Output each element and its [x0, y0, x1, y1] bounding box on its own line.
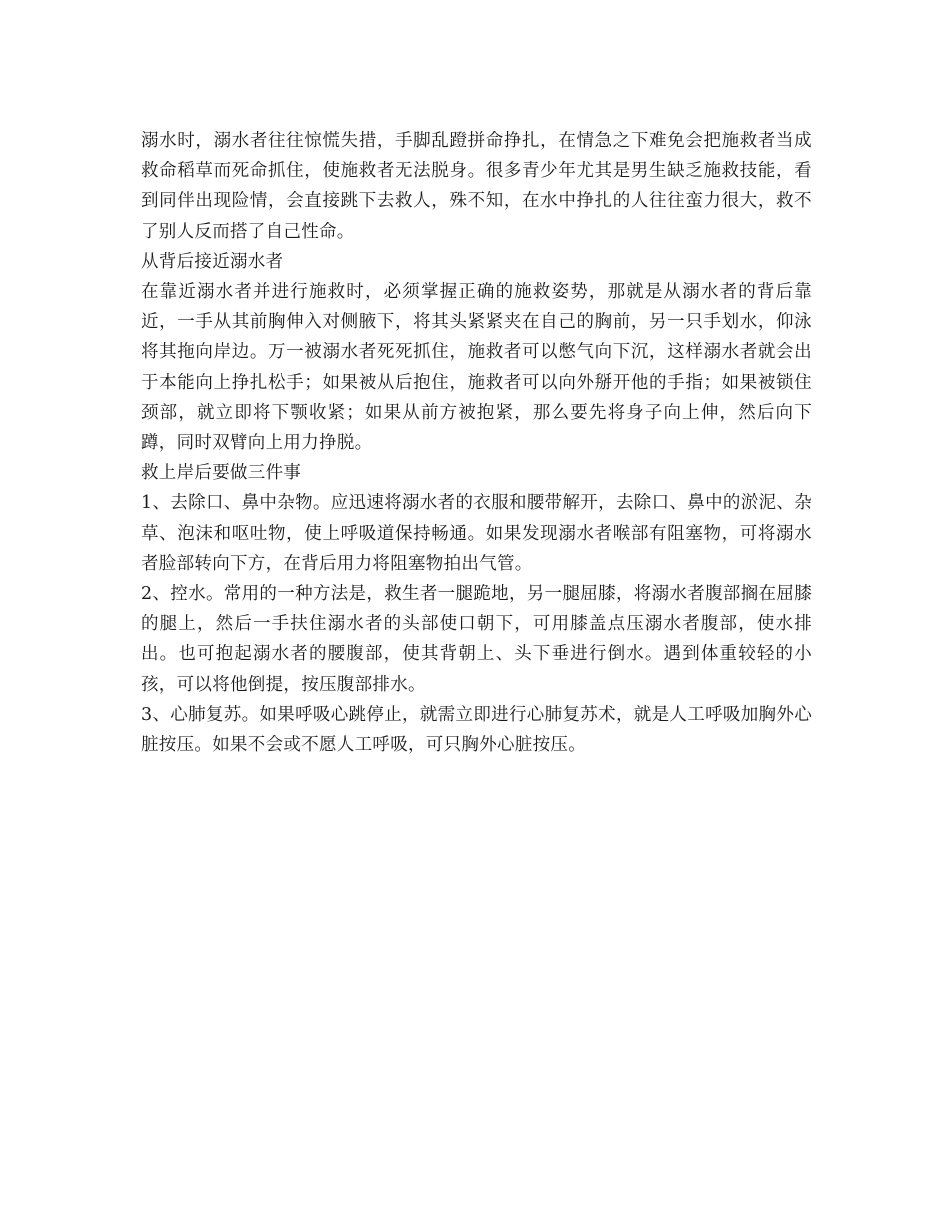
paragraph-step-1-clear-airway: 1、去除口、鼻中杂物。应迅速将溺水者的衣服和腰带解开，去除口、鼻中的淤泥、杂草、泡沫和呕吐物，使上呼吸道保持畅通。如果发现溺水者喉部有阻塞物，可将溺水者脸部转向下方，在背后用力将阻塞物拍出气管。	[141, 493, 812, 574]
document-page	[141, 126, 812, 760]
heading-approach-from-behind: 从背后接近溺水者	[141, 251, 284, 272]
paragraph-rescue-technique: 在靠近溺水者并进行施救时，必须掌握正确的施救姿势，那就是从溺水者的背后靠近，一手从其前胸伸入对侧腋下，将其头紧紧夹在自己的胸前，另一只手划水，仰泳将其拖向岸边。万一被溺水者死死抓住，施救者可以憋气向下沉，这样溺水者就会出于本能向上挣扎松手；如果被从后抱住，施救者可以向外掰开他的手指；如果被锁住颈部，就立即将下颚收紧；如果从前方被抱紧，那么要先将身子向上伸，然后向下蹲，同时双臂向上用力挣脱。	[141, 282, 812, 454]
paragraph-step-3-cpr: 3、心肺复苏。如果呼吸心跳停止，就需立即进行心肺复苏术，就是人工呼吸加胸外心脏按压。如果不会或不愿人工呼吸，可只胸外心脏按压。	[141, 704, 812, 756]
paragraph-drowning-intro: 溺水时，溺水者往往惊慌失措，手脚乱蹬拼命挣扎，在情急之下难免会把施救者当成救命稻草而死命抓住，使施救者无法脱身。很多青少年尤其是男生缺乏施救技能，看到同伴出现险情，会直接跳下去救人，殊不知，在水中挣扎的人往往蛮力很大，救不了别人反而搭了自己性命。	[141, 131, 812, 242]
paragraph-step-2-drain-water: 2、控水。常用的一种方法是，救生者一腿跪地，另一腿屈膝，将溺水者腹部搁在屈膝的腿上，然后一手扶住溺水者的头部使口朝下，可用膝盖点压溺水者腹部，使水排出。也可抱起溺水者的腰腹部，使其背朝上、头下垂进行倒水。遇到体重较轻的小孩，可以将他倒提，按压腹部排水。	[141, 584, 812, 695]
heading-three-steps-after-rescue: 救上岸后要做三件事	[141, 463, 302, 484]
